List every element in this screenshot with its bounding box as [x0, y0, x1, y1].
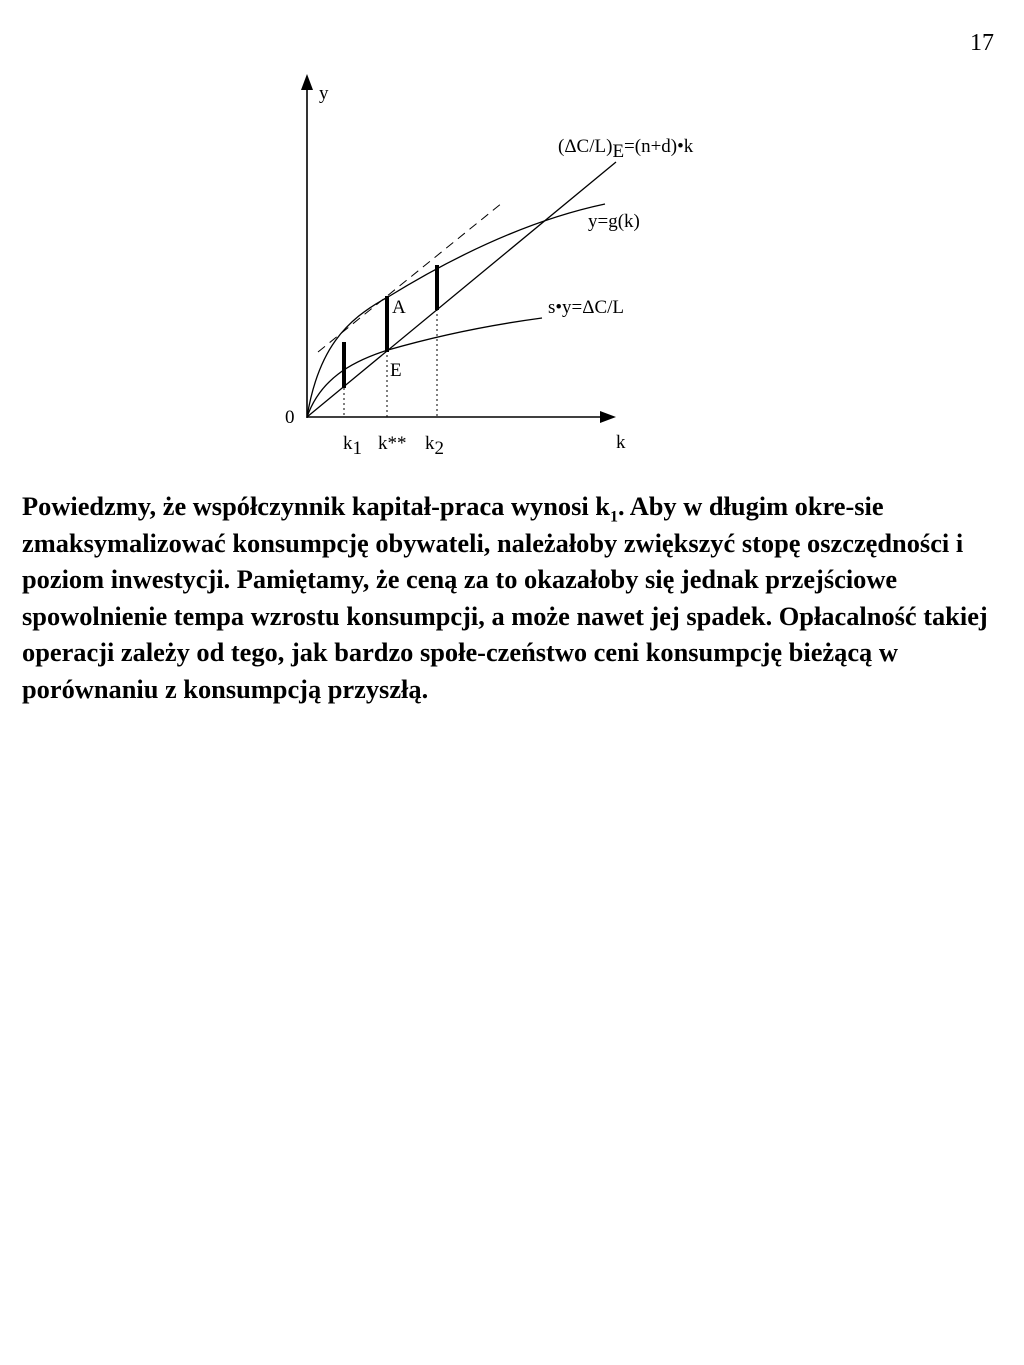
main-paragraph: Powiedzmy, że współczynnik kapitał-praca wynosi $k_1$. Aby w długim okre-sie zmaksymalizować konsumpcję obywateli, należałoby zwiększyć stopę oszczędności i poziom inwestycji. Pamiętamy, że ceną za to okazałoby się jednak przejściowe spowolnienie tempa wzrostu konsumpcji, a może nawet jej spadek. Opłacalność takiej operacji zależy od tego, jak bardzo społe-czeństwo ceni konsumpcję bieżącą w porównaniu z konsumpcją przyszłą. — [22, 491, 988, 704]
origin-label: 0 — [285, 407, 295, 428]
page-number: 17 — [970, 30, 994, 56]
y-axis-arrow — [301, 74, 313, 90]
y-axis-label: y — [319, 83, 329, 104]
x-axis-label: k — [616, 432, 626, 453]
k1-label: k1 — [343, 433, 362, 459]
depreciation-line-label: (ΔC/L)E=(n+d)•k — [558, 136, 694, 162]
solow-diagram — [0, 0, 1024, 470]
x-axis-arrow — [600, 411, 616, 423]
point-a-label: A — [392, 297, 406, 318]
depreciation-line — [307, 162, 616, 417]
savings-curve-label: s•y=ΔC/L — [548, 297, 625, 318]
point-e-label: E — [390, 360, 402, 381]
k2-label: k2 — [425, 433, 444, 459]
kstar-label: k** — [378, 433, 407, 454]
production-curve-label: y=g(k) — [588, 211, 640, 232]
